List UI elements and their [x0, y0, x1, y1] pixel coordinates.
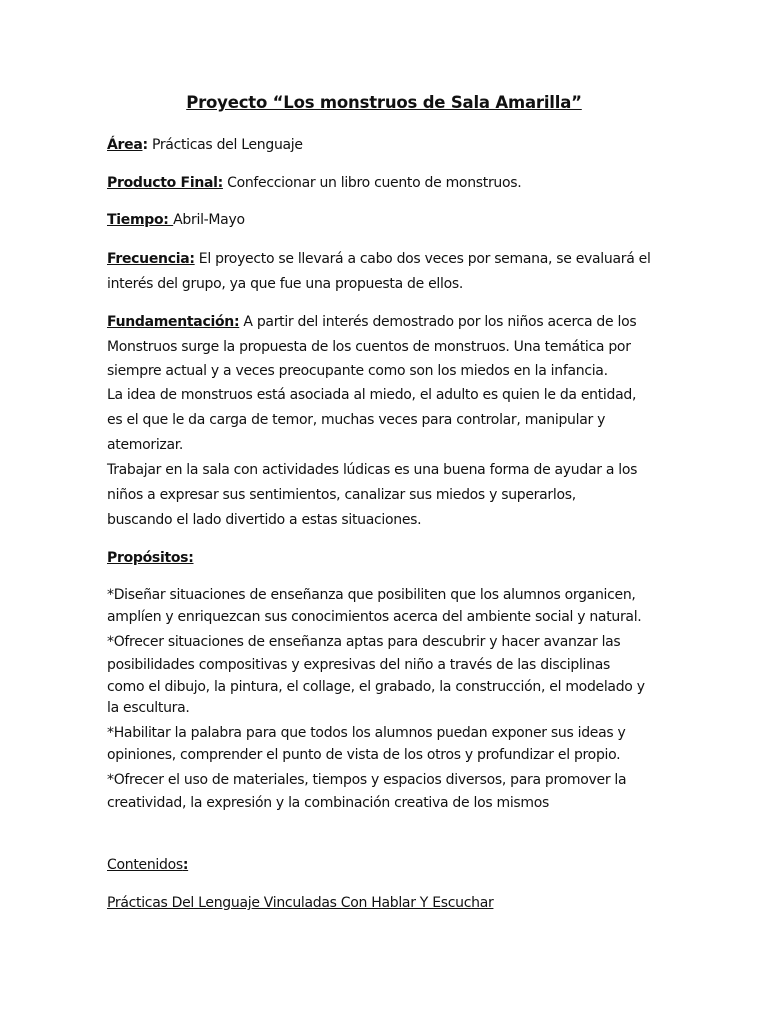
fundamentacion-text: A partir del interés demostrado por los niños acerca de los [239, 314, 637, 330]
contenidos-subheading-text: Prácticas Del Lenguaje Vinculadas Con Hablar Y Escuchar [107, 895, 494, 911]
fundamentacion-line-6: atemorizar. [107, 437, 184, 453]
producto-line [107, 174, 521, 192]
fundamentacion-line-7: Trabajar en la sala con actividades lúdicas es una buena forma de ayudar a los [107, 462, 638, 478]
tiempo-label: Tiempo: [107, 212, 174, 228]
fundamentacion-line-5: es el que le da carga de temor, muchas veces para controlar, manipular y [107, 412, 606, 428]
document-title: Proyecto “Los monstruos de Sala Amarilla” [186, 93, 582, 112]
propositos-line-5: como el dibujo, la pintura, el collage, el grabado, la construcción, el modelado y [107, 679, 645, 695]
propositos-line-3: *Ofrecer situaciones de enseñanza aptas para descubrir y hacer avanzar las [107, 634, 621, 650]
area-colon: : [142, 137, 148, 153]
contenidos-colon: : [182, 857, 189, 873]
frecuencia-line-2: interés del grupo, ya que fue una propuesta de ellos. [107, 276, 463, 292]
producto-value: Confeccionar un libro cuento de monstruos. [222, 175, 522, 191]
propositos-line-9: *Ofrecer el uso de materiales, tiempos y espacios diversos, para promover la [107, 772, 627, 788]
propositos-line-8: opiniones, comprender el punto de vista de los otros y profundizar el propio. [107, 747, 621, 763]
frecuencia-line-1 [107, 250, 651, 268]
propositos-line-6: la escultura. [107, 700, 190, 716]
fundamentacion-label: Fundamentación: [107, 314, 240, 330]
contenidos-subheading [107, 894, 493, 912]
propositos-line-1: *Diseñar situaciones de enseñanza que posibiliten que los alumnos organicen, [107, 587, 636, 603]
propositos-line-4: posibilidades compositivas y expresivas del niño a través de las disciplinas [107, 657, 610, 673]
propositos-label: Propósitos: [107, 550, 194, 566]
frecuencia-text: El proyecto se llevará a cabo dos veces por semana, se evaluará el [194, 251, 651, 267]
fundamentacion-line-4: La idea de monstruos está asociada al miedo, el adulto es quien le da entidad, [107, 387, 637, 403]
area-value: Prácticas del Lenguaje [147, 137, 303, 153]
producto-label: Producto Final: [107, 175, 223, 191]
frecuencia-label: Frecuencia: [107, 251, 195, 267]
contenidos-heading [107, 856, 188, 874]
contenidos-label: Contenidos [107, 857, 183, 873]
tiempo-value: Abril-Mayo [173, 212, 245, 228]
propositos-line-10: creatividad, la expresión y la combinación creativa de los mismos [107, 795, 549, 811]
propositos-heading [107, 549, 194, 567]
fundamentacion-line-2: Monstruos surge la propuesta de los cuentos de monstruos. Una temática por [107, 339, 631, 355]
fundamentacion-line-9: buscando el lado divertido a estas situaciones. [107, 512, 422, 528]
tiempo-line [107, 211, 245, 229]
fundamentacion-line-1 [107, 313, 636, 331]
fundamentacion-line-8: niños a expresar sus sentimientos, canalizar sus miedos y superarlos, [107, 487, 576, 503]
area-label: Área [107, 137, 143, 153]
propositos-line-7: *Habilitar la palabra para que todos los alumnos puedan exponer sus ideas y [107, 725, 626, 741]
fundamentacion-line-3: siempre actual y a veces preocupante como son los miedos en la infancia. [107, 363, 608, 379]
propositos-line-2: amplíen y enriquezcan sus conocimientos acerca del ambiente social y natural. [107, 609, 642, 625]
area-line [107, 136, 303, 154]
